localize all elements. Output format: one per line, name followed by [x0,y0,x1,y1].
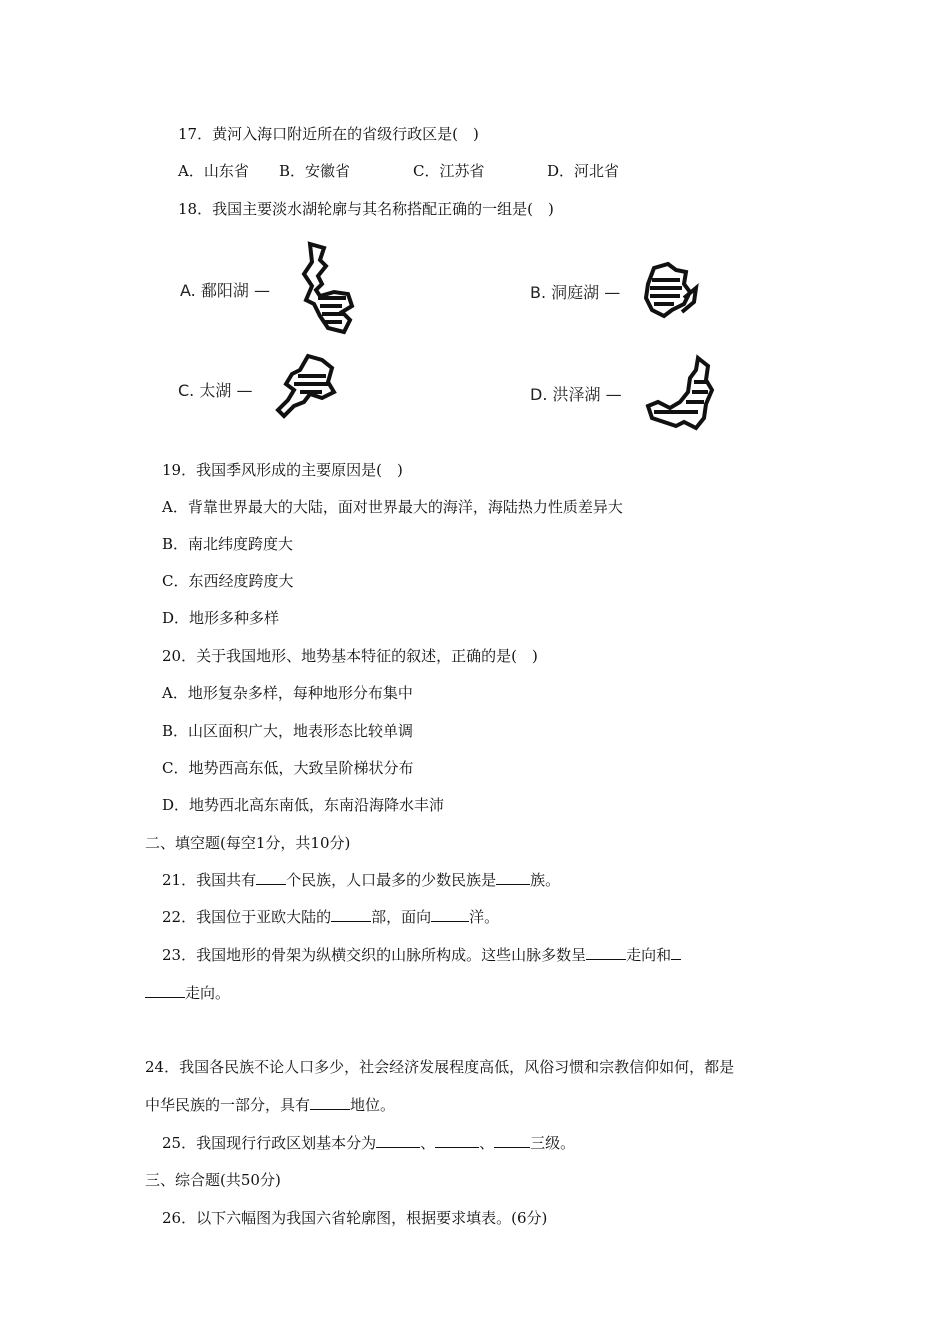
q17-option-b: B．安徽省 [279,162,351,180]
q25-text-a: 25．我国现行行政区划基本分为 [162,1134,377,1152]
q19-option-d: D．地形多种多样 [162,609,280,627]
q23-text-c: 走向。 [185,984,231,1002]
lake-a-outline-image [290,240,360,335]
section-3-heading: 三、综合题(共50分) [145,1171,281,1189]
q21-text-a: 21．我国共有 [162,871,257,889]
lake-c-outline-image [270,350,345,420]
q19-stem: 19．我国季风形成的主要原因是( ) [162,461,403,479]
q23-text-b: 走向和 [626,946,672,964]
q21-text-c: 族。 [530,871,561,889]
q23-blank-1[interactable] [586,945,626,960]
lake-a-label: A. 鄱阳湖 — [180,281,270,300]
q18-stem: 18．我国主要淡水湖轮廓与其名称搭配正确的一组是( ) [178,200,554,218]
lake-d-label: D. 洪泽湖 — [530,385,622,404]
q22-blank-2[interactable] [431,907,469,922]
lake-c-label: C. 太湖 — [178,381,253,400]
q25-sep-2: 、 [479,1134,495,1152]
lake-b-name: 洞庭湖 [551,283,600,302]
q20-option-a: A．地形复杂多样，每种地形分布集中 [162,684,413,702]
q22 [162,907,499,927]
q17-option-a: A．山东省 [178,162,249,180]
q25-text-b: 三级。 [530,1134,576,1152]
q22-text-b: 部，面向 [371,908,432,926]
q25-blank-1[interactable] [376,1133,420,1148]
q19-option-a: A．背靠世界最大的大陆，面对世界最大的海洋，海陆热力性质差异大 [162,498,623,516]
q21-blank-2[interactable] [496,870,530,885]
q24-text-a: 中华民族的一部分，具有 [145,1096,311,1114]
q25-blank-2[interactable] [435,1133,479,1148]
q24-line1: 24．我国各民族不论人口多少，社会经济发展程度高低，风俗习惯和宗教信仰如何，都是 [145,1058,735,1076]
q25 [162,1133,575,1153]
lake-a-name: 鄱阳湖 [200,281,249,300]
lake-c-letter: C. [178,381,195,400]
q23-line2 [145,983,230,1003]
q22-blank-1[interactable] [331,907,371,922]
q25-blank-3[interactable] [494,1133,530,1148]
q21-blank-1[interactable] [256,870,286,885]
q23-blank-2a[interactable] [671,945,681,960]
q20-option-d: D．地势西北高东南低，东南沿海降水丰沛 [162,796,445,814]
q23-blank-2b[interactable] [145,983,185,998]
lake-d-outline-image [640,352,720,437]
q24-line2 [145,1095,395,1115]
q21-text-b: 个民族，人口最多的少数民族是 [286,871,497,889]
lake-d-name: 洪泽湖 [552,385,601,404]
q23-line1 [162,945,681,965]
q24-text-b: 地位。 [350,1096,396,1114]
q23-text-a: 23．我国地形的骨架为纵横交织的山脉所构成。这些山脉多数呈 [162,946,587,964]
q22-text-c: 洋。 [469,908,500,926]
q26-stem: 26．以下六幅图为我国六省轮廓图，根据要求填表。(6分) [162,1209,548,1227]
q24-blank[interactable] [310,1095,350,1110]
lake-c-name: 太湖 [199,381,232,400]
q17-stem: 17．黄河入海口附近所在的省级行政区是( ) [178,125,479,143]
lake-b-label: B. 洞庭湖 — [530,283,621,302]
q20-stem: 20．关于我国地形、地势基本特征的叙述，正确的是( ) [162,647,538,665]
lake-b-outline-image [640,258,700,323]
q21 [162,870,560,890]
q25-sep-1: 、 [420,1134,436,1152]
lake-a-letter: A. [180,281,196,300]
q22-text-a: 22．我国位于亚欧大陆的 [162,908,332,926]
q19-option-c: C．东西经度跨度大 [162,572,294,590]
q17-option-d: D．河北省 [547,162,620,180]
lake-d-letter: D. [530,385,548,404]
section-2-heading: 二、填空题(每空1分，共10分) [145,834,351,852]
q20-option-b: B．山区面积广大，地表形态比较单调 [162,722,414,740]
q19-option-b: B．南北纬度跨度大 [162,535,294,553]
q17-option-c: C．江苏省 [413,162,485,180]
q20-option-c: C．地势西高东低，大致呈阶梯状分布 [162,759,414,777]
lake-b-letter: B. [530,283,547,302]
